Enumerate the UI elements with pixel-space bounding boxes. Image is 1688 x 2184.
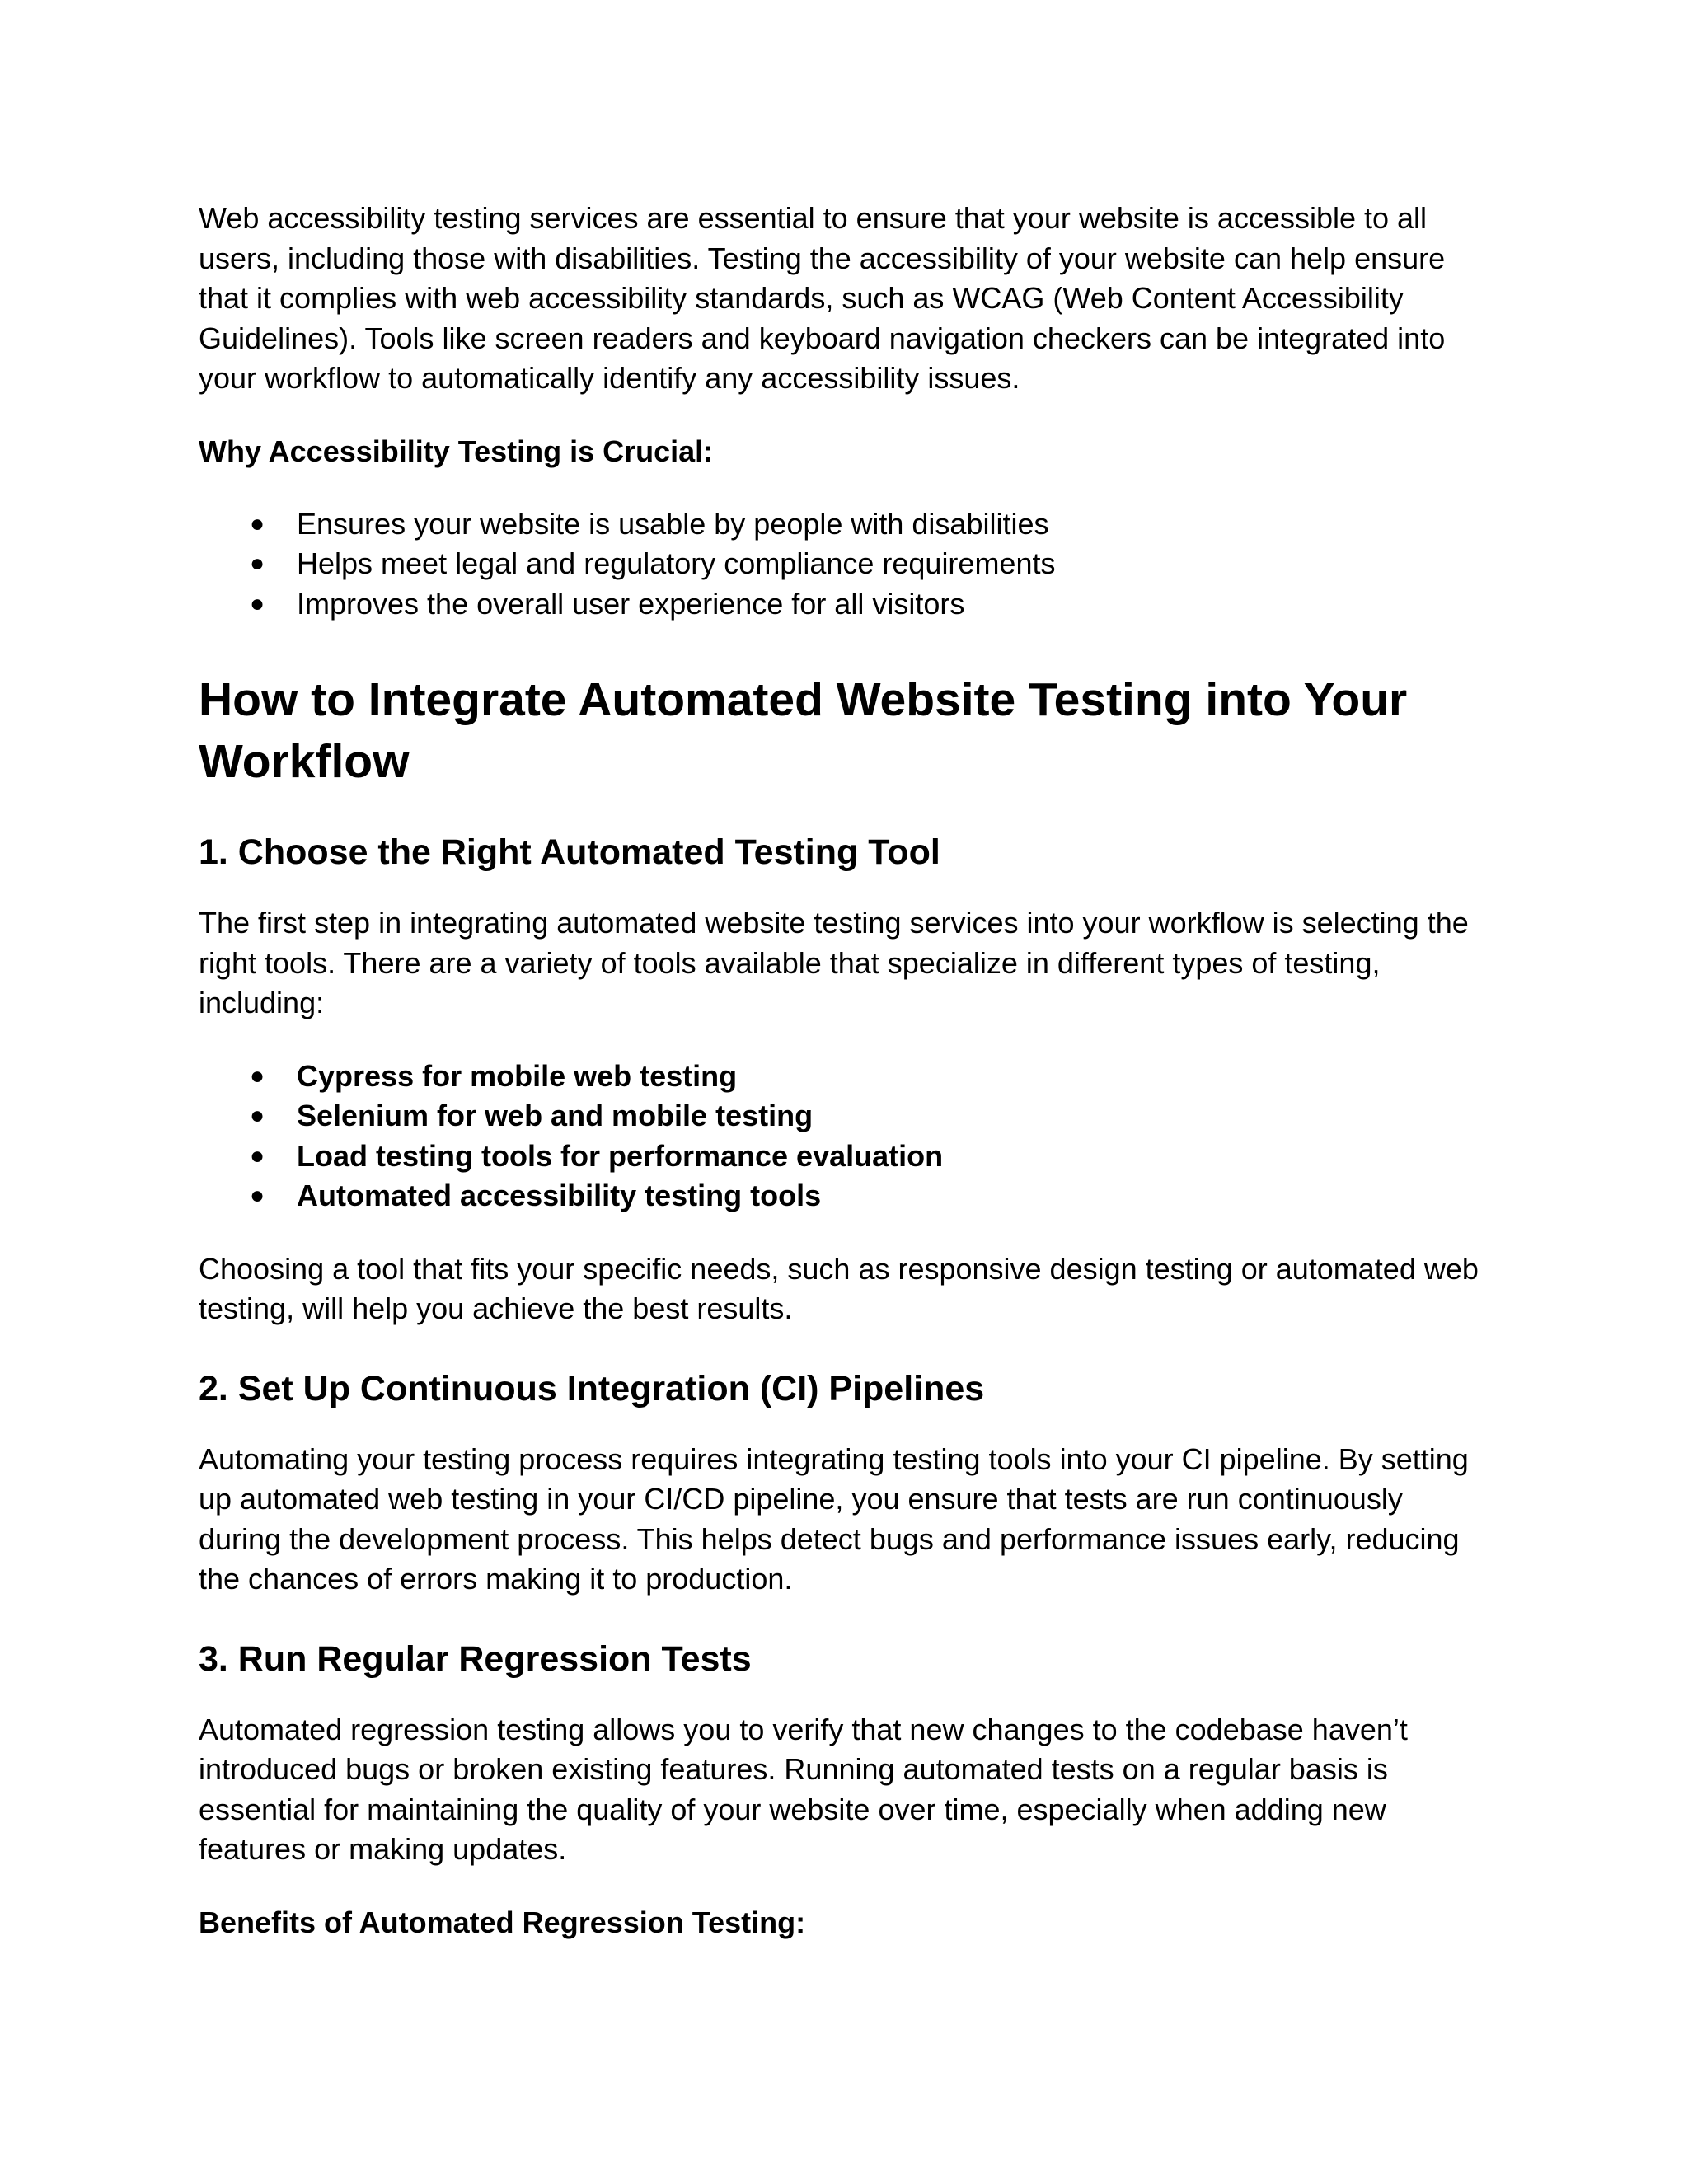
bullet-icon: ● — [250, 1141, 265, 1169]
bullet-icon: ● — [250, 509, 265, 537]
list-item-text: Helps meet legal and regulatory compliance requirements — [297, 546, 1056, 580]
list-item-text: Selenium for web and mobile testing — [297, 1099, 814, 1132]
list-item — [199, 1137, 1493, 1177]
list-item — [199, 1096, 1493, 1137]
list-item-text: Improves the overall user experience for all visitors — [297, 586, 965, 621]
bullet-icon: ● — [250, 1182, 265, 1209]
list-item-text: Cypress for mobile web testing — [297, 1058, 738, 1093]
main-heading: How to Integrate Automated Website Testing into Your Workflow — [199, 673, 1408, 788]
list-item-text: Automated accessibility testing tools — [297, 1179, 822, 1212]
section-3-heading: 3. Run Regular Regression Tests — [199, 1638, 752, 1679]
intro-paragraph: Web accessibility testing services are essential to ensure that your website is accessible to all users, including those with disabilities. Testing the accessibility of your website can help ensure that it complies with web accessibility standards, such as WCAG (Web Content Accessibility Guidelines). Tools like screen readers and keyboard navigation checkers can be integrated into your workflow to automatically identify any accessibility issues. — [199, 201, 1446, 395]
section-1-heading: 1. Choose the Right Automated Testing Tool — [199, 832, 940, 872]
list-item — [199, 544, 1493, 584]
list-item — [199, 1057, 1493, 1097]
tools-list — [199, 1057, 1493, 1216]
list-item-text: Load testing tools for performance evaluation — [297, 1138, 944, 1173]
list-item — [199, 584, 1493, 625]
list-item — [199, 504, 1493, 545]
bullet-icon: ● — [250, 1102, 265, 1129]
section-3-paragraph: Automated regression testing allows you to verify that new changes to the codebase haven’t introduced bugs or broken existing features. Running automated tests on a regular basis is essential for maintaining the quality of your website over time, especially when adding new features or making updates. — [199, 1712, 1408, 1866]
bullet-icon: ● — [250, 1062, 265, 1090]
section-2-heading: 2. Set Up Continuous Integration (CI) Pipelines — [199, 1368, 985, 1408]
document-content — [199, 199, 1493, 1943]
list-item-text: Ensures your website is usable by people with disabilities — [297, 506, 1049, 541]
section-1-paragraph: The first step in integrating automated website testing services into your workflow is selecting the right tools. There are a variety of tools available that specialize in different types of testing, including: — [199, 906, 1469, 1019]
accessibility-list — [199, 504, 1493, 625]
list-item — [199, 1176, 1493, 1216]
accessibility-subheading: Why Accessibility Testing is Crucial: — [199, 434, 714, 468]
bullet-icon: ● — [250, 550, 265, 577]
benefits-subheading: Benefits of Automated Regression Testing: — [199, 1905, 806, 1939]
section-2-paragraph: Automating your testing process requires integrating testing tools into your CI pipeline. By setting up automated web testing in your CI/CD pipeline, you ensure that tests are run continuously during the development process. This helps detect bugs and performance issues early, reducing the chances of errors making it to production. — [199, 1441, 1469, 1596]
bullet-icon: ● — [250, 589, 265, 617]
section-1-closing: Choosing a tool that fits your specific needs, such as responsive design testing or automated web testing, will help you achieve the best results. — [199, 1251, 1479, 1325]
